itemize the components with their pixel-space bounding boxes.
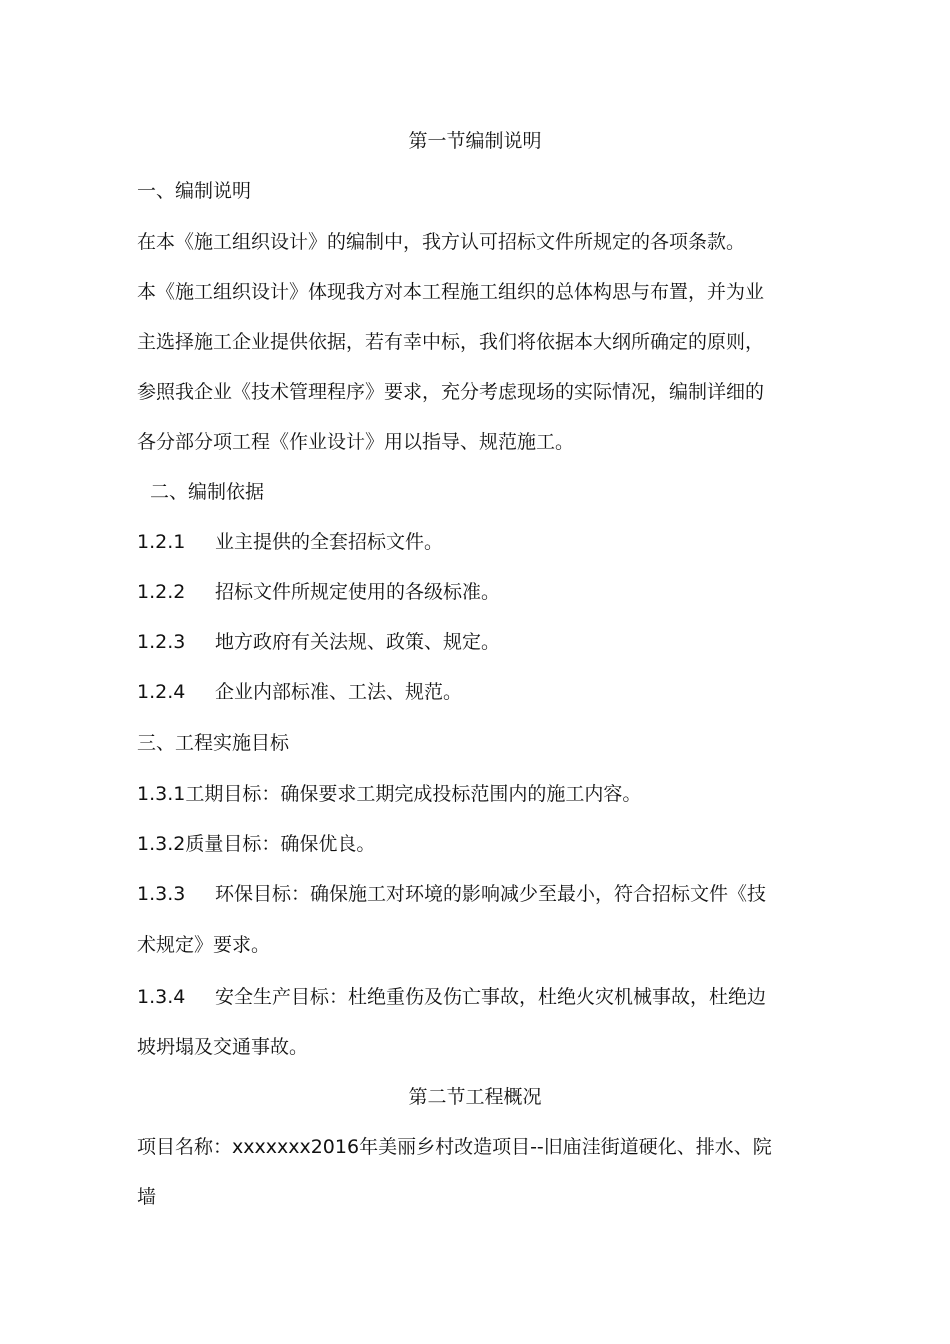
- paragraph-2-line-2: 主选择施工企业提供依据，若有幸中标，我们将依据本大纲所确定的原则，: [137, 331, 765, 353]
- basis-item-number: 1.2.3: [137, 631, 186, 653]
- basis-item-number: 1.2.4: [137, 681, 186, 703]
- goal-schedule: 1.3.1工期目标：确保要求工期完成投标范围内的施工内容。: [137, 783, 642, 805]
- basis-item-text: 业主提供的全套招标文件。: [215, 531, 444, 553]
- basis-item-text: 企业内部标准、工法、规范。: [215, 681, 463, 703]
- goal-number: 1.3.3: [137, 883, 186, 905]
- paragraph-2-line-1: 本《施工组织设计》体现我方对本工程施工组织的总体构思与布置，并为业: [137, 281, 765, 303]
- paragraph-2-line-3: 参照我企业《技术管理程序》要求，充分考虑现场的实际情况，编制详细的: [137, 381, 765, 403]
- basis-item: [137, 529, 827, 555]
- heading-compilation-notes: 一、编制说明: [137, 180, 252, 202]
- project-name-line-1: 项目名称：xxxxxxx2016年美丽乡村改造项目--旧庙洼街道硬化、排水、院: [137, 1136, 772, 1158]
- basis-item-number: 1.2.1: [137, 531, 186, 553]
- goal-number: 1.3.4: [137, 986, 186, 1008]
- basis-item-text: 招标文件所规定使用的各级标准。: [215, 581, 501, 603]
- goal-text: 安全生产目标：杜绝重伤及伤亡事故，杜绝火灾机械事故，杜绝边: [215, 986, 767, 1008]
- goal-quality: 1.3.2质量目标：确保优良。: [137, 833, 376, 855]
- heading-compilation-basis: 二、编制依据: [150, 481, 265, 503]
- goal-environment-line-1: [137, 881, 827, 907]
- basis-item: [137, 679, 827, 705]
- section2-title: 第二节工程概况: [408, 1086, 542, 1108]
- goal-safety-line-2: 坡坍塌及交通事故。: [137, 1036, 309, 1058]
- heading-implementation-goals: 三、工程实施目标: [137, 732, 290, 754]
- basis-item-number: 1.2.2: [137, 581, 186, 603]
- paragraph-2-line-4: 各分部分项工程《作业设计》用以指导、规范施工。: [137, 431, 575, 453]
- section1-title: 第一节编制说明: [408, 130, 542, 152]
- basis-item: [137, 579, 827, 605]
- goal-safety-line-1: [137, 984, 827, 1010]
- project-name-line-2: 墙: [137, 1186, 157, 1208]
- goal-text: 环保目标：确保施工对环境的影响减少至最小，符合招标文件《技: [215, 883, 767, 905]
- basis-item: [137, 629, 827, 655]
- paragraph-1: 在本《施工组织设计》的编制中，我方认可招标文件所规定的各项条款。: [137, 231, 746, 253]
- basis-item-text: 地方政府有关法规、政策、规定。: [215, 631, 501, 653]
- goal-environment-line-2: 术规定》要求。: [137, 934, 271, 956]
